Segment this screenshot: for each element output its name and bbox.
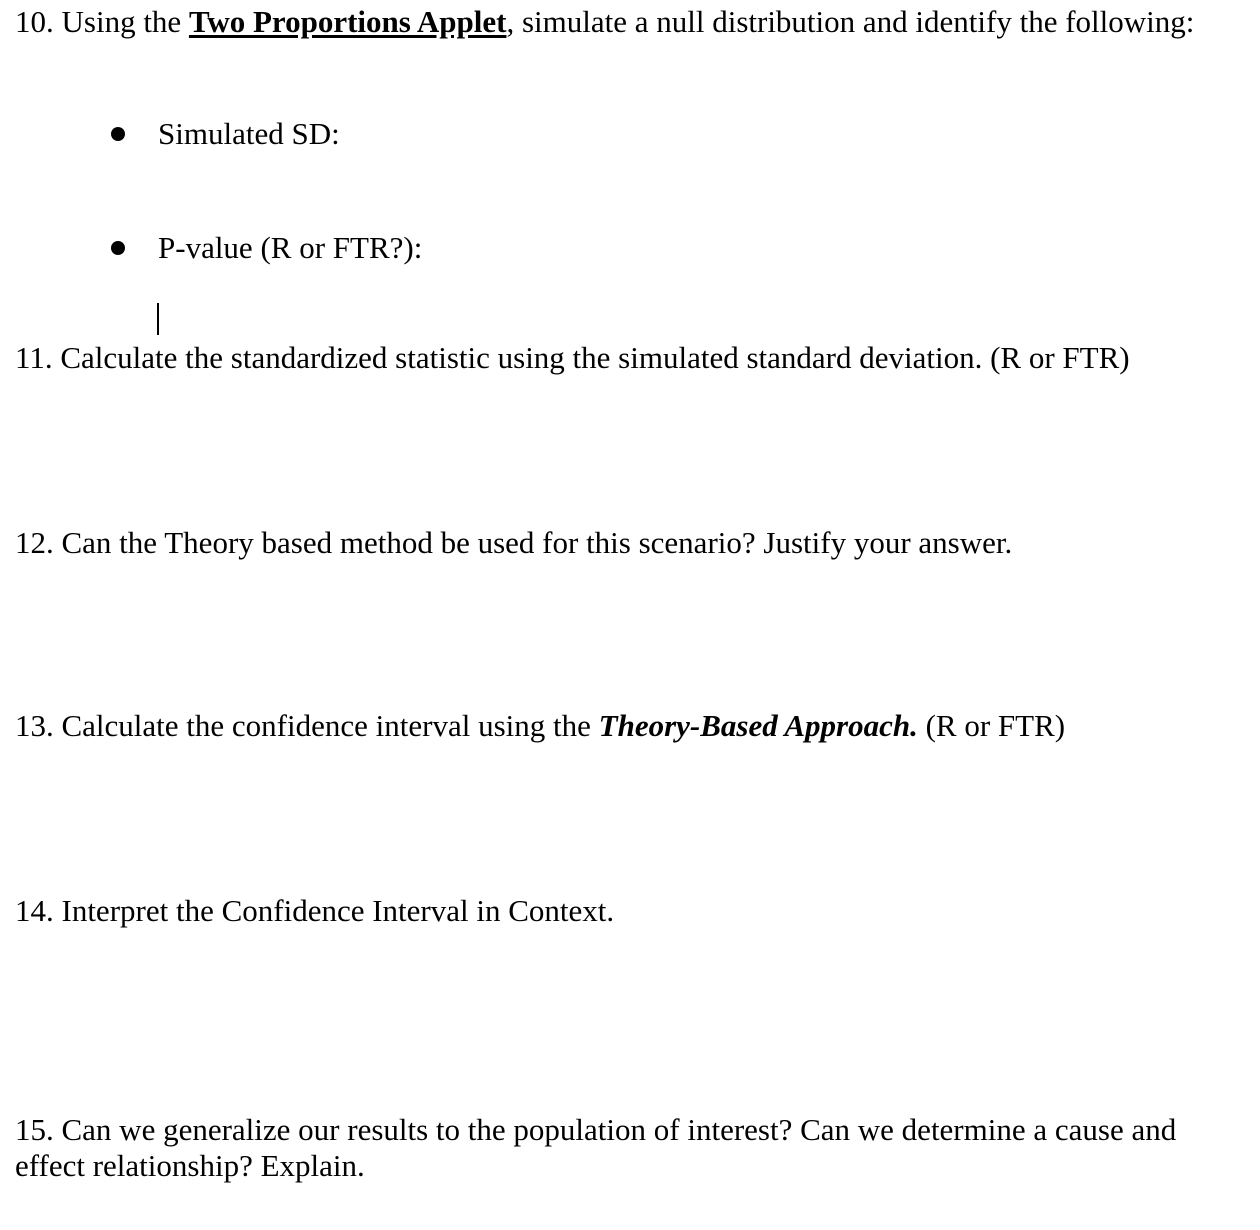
question-10-prefix: 10. Using the	[15, 4, 189, 39]
bullet-icon	[111, 127, 125, 141]
question-12: 12. Can the Theory based method be used for this scenario? Justify your answer.	[15, 525, 1013, 560]
two-proportions-applet-link[interactable]: Two Proportions Applet	[188, 4, 507, 39]
question-10-suffix: , simulate a null distribution and identify the following:	[506, 4, 1195, 39]
question-11: 11. Calculate the standardized statistic using the simulated standard deviation. (R or FTR)	[15, 340, 1130, 375]
question-13	[15, 708, 1065, 744]
p-value-label: P-value (R or FTR?):	[158, 230, 423, 265]
question-13-prefix: 13. Calculate the confidence interval using the	[15, 708, 599, 743]
question-14: 14. Interpret the Confidence Interval in Context.	[15, 893, 615, 928]
theory-based-approach-emphasis: Theory-Based Approach.	[598, 708, 918, 743]
question-10	[15, 4, 1235, 40]
question-13-suffix: (R or FTR)	[917, 708, 1066, 743]
simulated-sd-label: Simulated SD:	[158, 116, 340, 151]
text-cursor	[157, 303, 159, 335]
question-15: 15. Can we generalize our results to the population of interest? Can we determine a cause and effect relationship? Explain.	[15, 1112, 1177, 1183]
bullet-icon	[111, 241, 125, 255]
